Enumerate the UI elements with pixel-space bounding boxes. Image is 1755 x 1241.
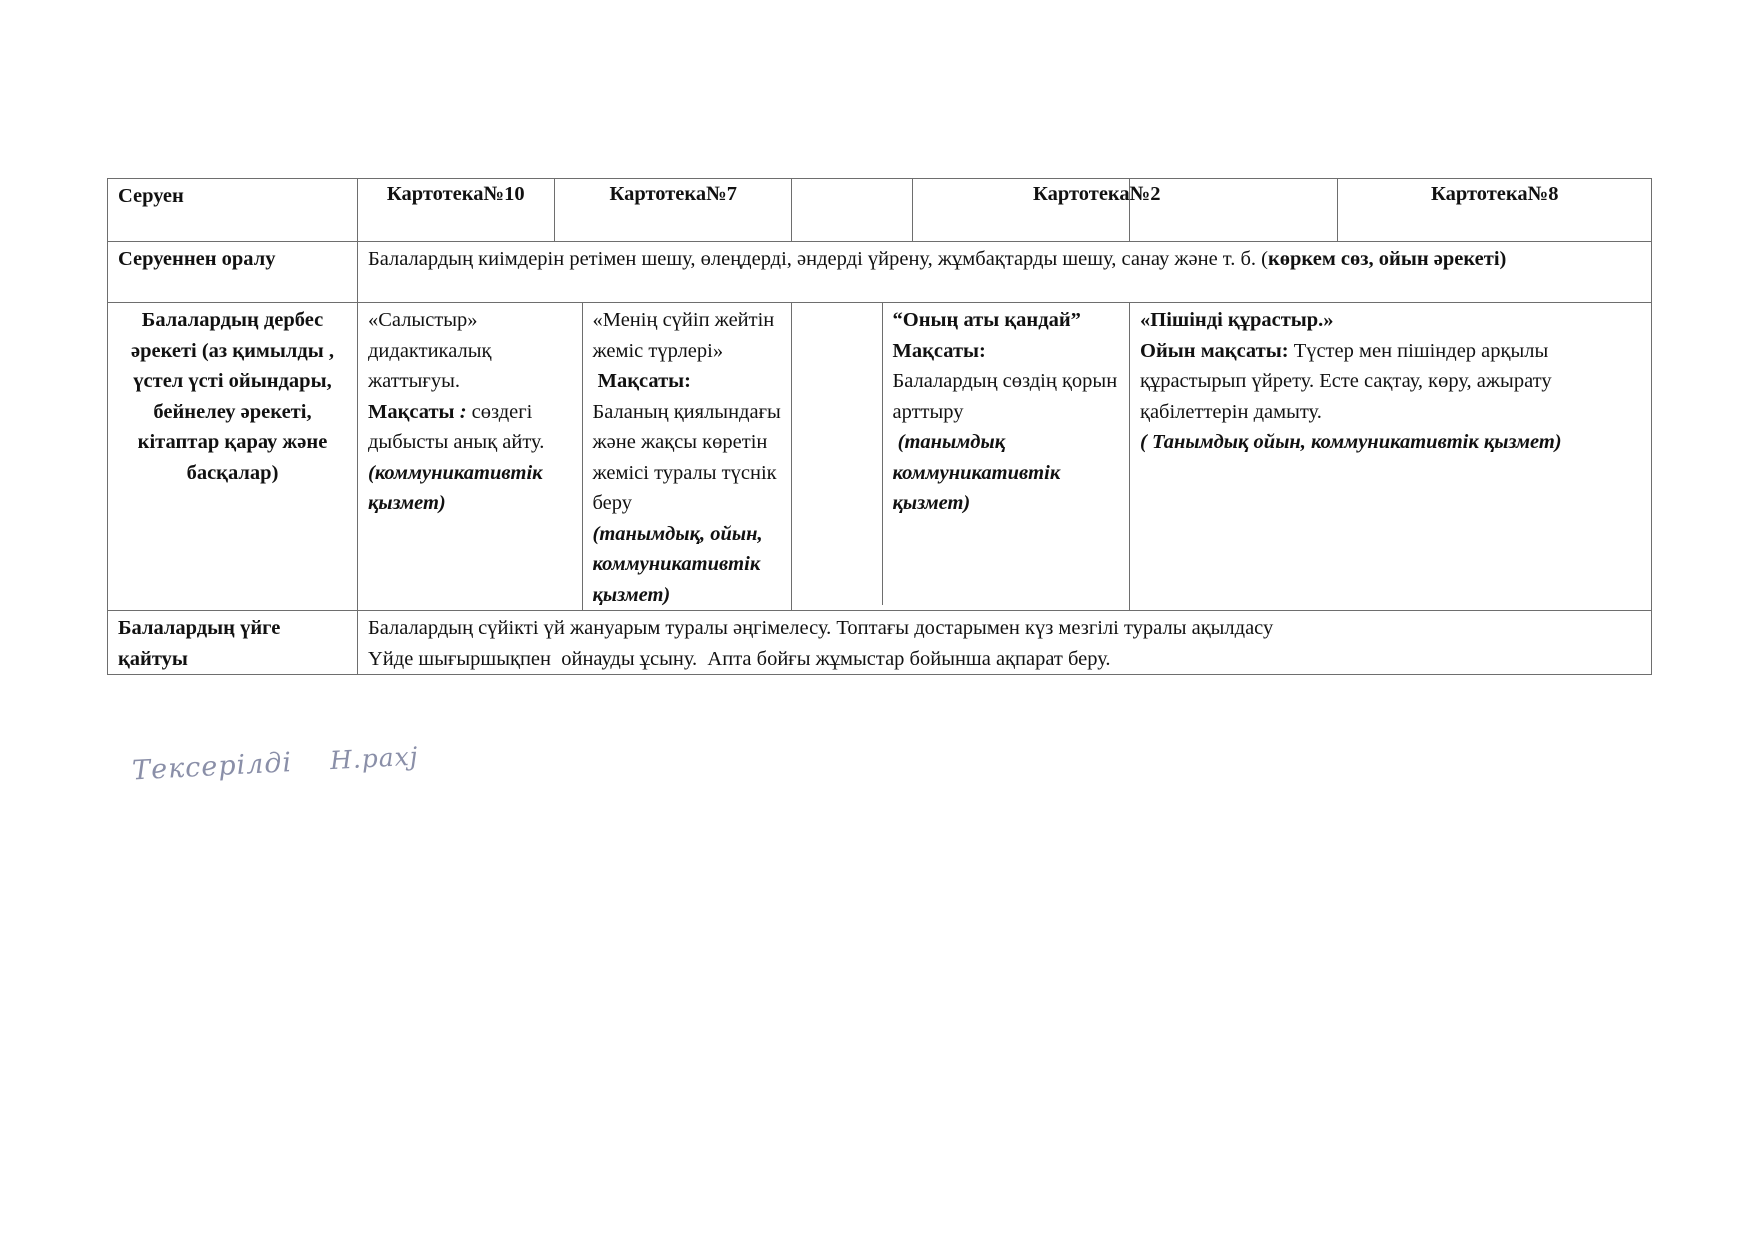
- activity-mid: [792, 303, 1130, 611]
- activity-card-2: «Менің сүйіп жейтін жеміс түрлері» Мақсаты: Баланың қиялындағы және жақсы көретін жемісі туралы түснік беру (танымдық, ойын, коммуникативтік қызмет): [582, 303, 792, 610]
- activity-card-5: «Пішінді құрастыр.» Ойын мақсаты: Түстер мен пішіндер арқылы құрастырып үйрету. Есте сақтау, көру, ажырату қабілеттерін дамыту. ( Танымдық ойын, коммуникативтік қызмет): [1130, 303, 1652, 611]
- home-row: [108, 611, 1652, 675]
- walk-row: [108, 179, 1652, 242]
- card-10: Картотека№10: [386, 183, 525, 205]
- activity-left: [358, 303, 792, 611]
- home-label: Балалардың үйге қайтуы: [108, 611, 358, 675]
- home-content: Балалардың сүйікті үй жануарым туралы әңгімелесу. Топтағы достарымен күз мезгілі туралы ақылдасу Үйде шығыршықпен ойнауды ұсыну. Апта бойғы жұмыстар бойынша ақпарат беру.: [358, 611, 1652, 675]
- walk-label: Серуен: [108, 179, 358, 242]
- activity-row: [108, 303, 1652, 611]
- return-content: Балалардың киімдерін ретімен шешу, өлеңдерді, әндерді үйрену, жұмбақтарды шешу, санау және т. б. (көркем сөз, ойын әрекеті): [358, 242, 1652, 303]
- activity-card-empty: [792, 303, 882, 605]
- activity-card-1: «Салыстыр» дидактикалық жаттығуы. Мақсаты : сөздегі дыбысты анық айту. (коммуникативтік қызмет): [368, 309, 545, 514]
- walk-cards-left: [358, 179, 792, 242]
- activity-label: Балалардың дербес әрекеті (аз қимылды , үстел үсті ойындары, бейнелеу әрекеті, кітаптар қарау және басқалар): [108, 303, 358, 611]
- card-7: Картотека№7: [554, 179, 792, 241]
- return-row: [108, 242, 1652, 303]
- plan-table: [107, 178, 1652, 675]
- walk-cards-right: [1033, 179, 1652, 242]
- card-empty: [792, 179, 912, 241]
- card-8: Картотека№8: [1337, 179, 1652, 241]
- plan-document: [107, 178, 1651, 675]
- handwritten-signature: Тексерілді Н.рахј: [131, 741, 420, 787]
- activity-card-4: “Оның аты қандай” Мақсаты: Балалардың сөздің қорын арттыру (танымдық коммуникативтік қызмет): [882, 303, 1130, 605]
- card-2: Картотека№2: [1033, 183, 1161, 205]
- return-label: Серуеннен оралу: [108, 242, 358, 303]
